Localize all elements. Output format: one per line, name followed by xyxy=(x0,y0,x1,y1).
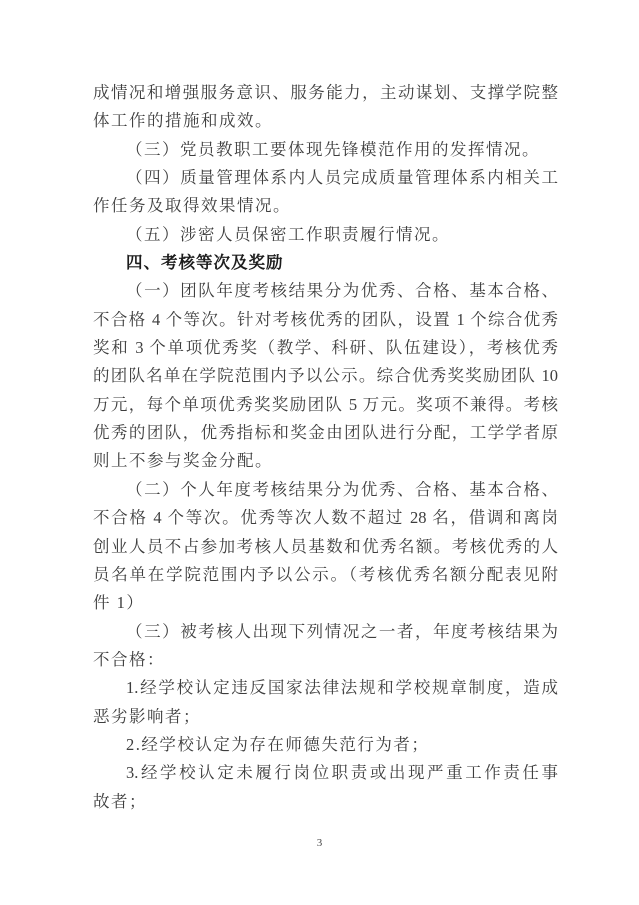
text-line: 件 1） xyxy=(93,593,145,613)
section-heading: 四、考核等次及奖励 xyxy=(126,254,284,273)
text-line: 不合格 4 个等次。针对考核优秀的团队，设置 1 个综合优秀 xyxy=(93,309,558,329)
text-line: 故者； xyxy=(93,791,147,811)
text-line: 优秀的团队，优秀指标和奖金由团队进行分配，工学学者原 xyxy=(93,423,558,443)
text-line: （三）党员教职工要体现先锋模范作用的发挥情况。 xyxy=(126,139,540,159)
text-line: 2.经学校认定为存在师德失范行为者； xyxy=(126,734,430,754)
text-line: 的团队名单在学院范围内予以公示。综合优秀奖奖励团队 10 xyxy=(93,366,558,386)
text-line: 不合格 4 个等次。优秀等次人数不超过 28 名，借调和离岗 xyxy=(93,508,558,528)
text-line: 创业人员不占参加考核人员基数和优秀名额。考核优秀的人 xyxy=(93,536,558,556)
document-content xyxy=(93,79,558,816)
text-line: （三）被考核人出现下列情况之一者，年度考核结果为 xyxy=(126,621,558,641)
text-line: （五）涉密人员保密工作职责履行情况。 xyxy=(126,224,450,244)
text-line: 员名单在学院范围内予以公示。（考核优秀名额分配表见附 xyxy=(93,564,558,584)
text-line: 不合格： xyxy=(93,649,165,669)
text-line: 万元，每个单项优秀奖奖励团队 5 万元。奖项不兼得。考核 xyxy=(93,394,558,414)
text-line: 作任务及取得效果情况。 xyxy=(93,196,291,216)
text-line: 恶劣影响者； xyxy=(93,706,201,726)
text-line: （四）质量管理体系内人员完成质量管理体系内相关工 xyxy=(126,168,558,188)
text-line: 体工作的措施和成效。 xyxy=(93,111,273,131)
text-line: （一）团队年度考核结果分为优秀、合格、基本合格、 xyxy=(126,281,558,301)
text-line: （二）个人年度考核结果分为优秀、合格、基本合格、 xyxy=(126,479,558,499)
text-line: 成情况和增强服务意识、服务能力，主动谋划、支撑学院整 xyxy=(93,83,558,102)
text-line: 1.经学校认定违反国家法律法规和学校规章制度，造成 xyxy=(126,678,558,698)
page-number: 3 xyxy=(316,837,323,849)
text-line: 奖和 3 个单项优秀奖（教学、科研、队伍建设），考核优秀 xyxy=(93,338,558,358)
text-line: 3.经学校认定未履行岗位职责或出现严重工作责任事 xyxy=(126,763,558,783)
text-line: 则上不参与奖金分配。 xyxy=(93,451,273,471)
